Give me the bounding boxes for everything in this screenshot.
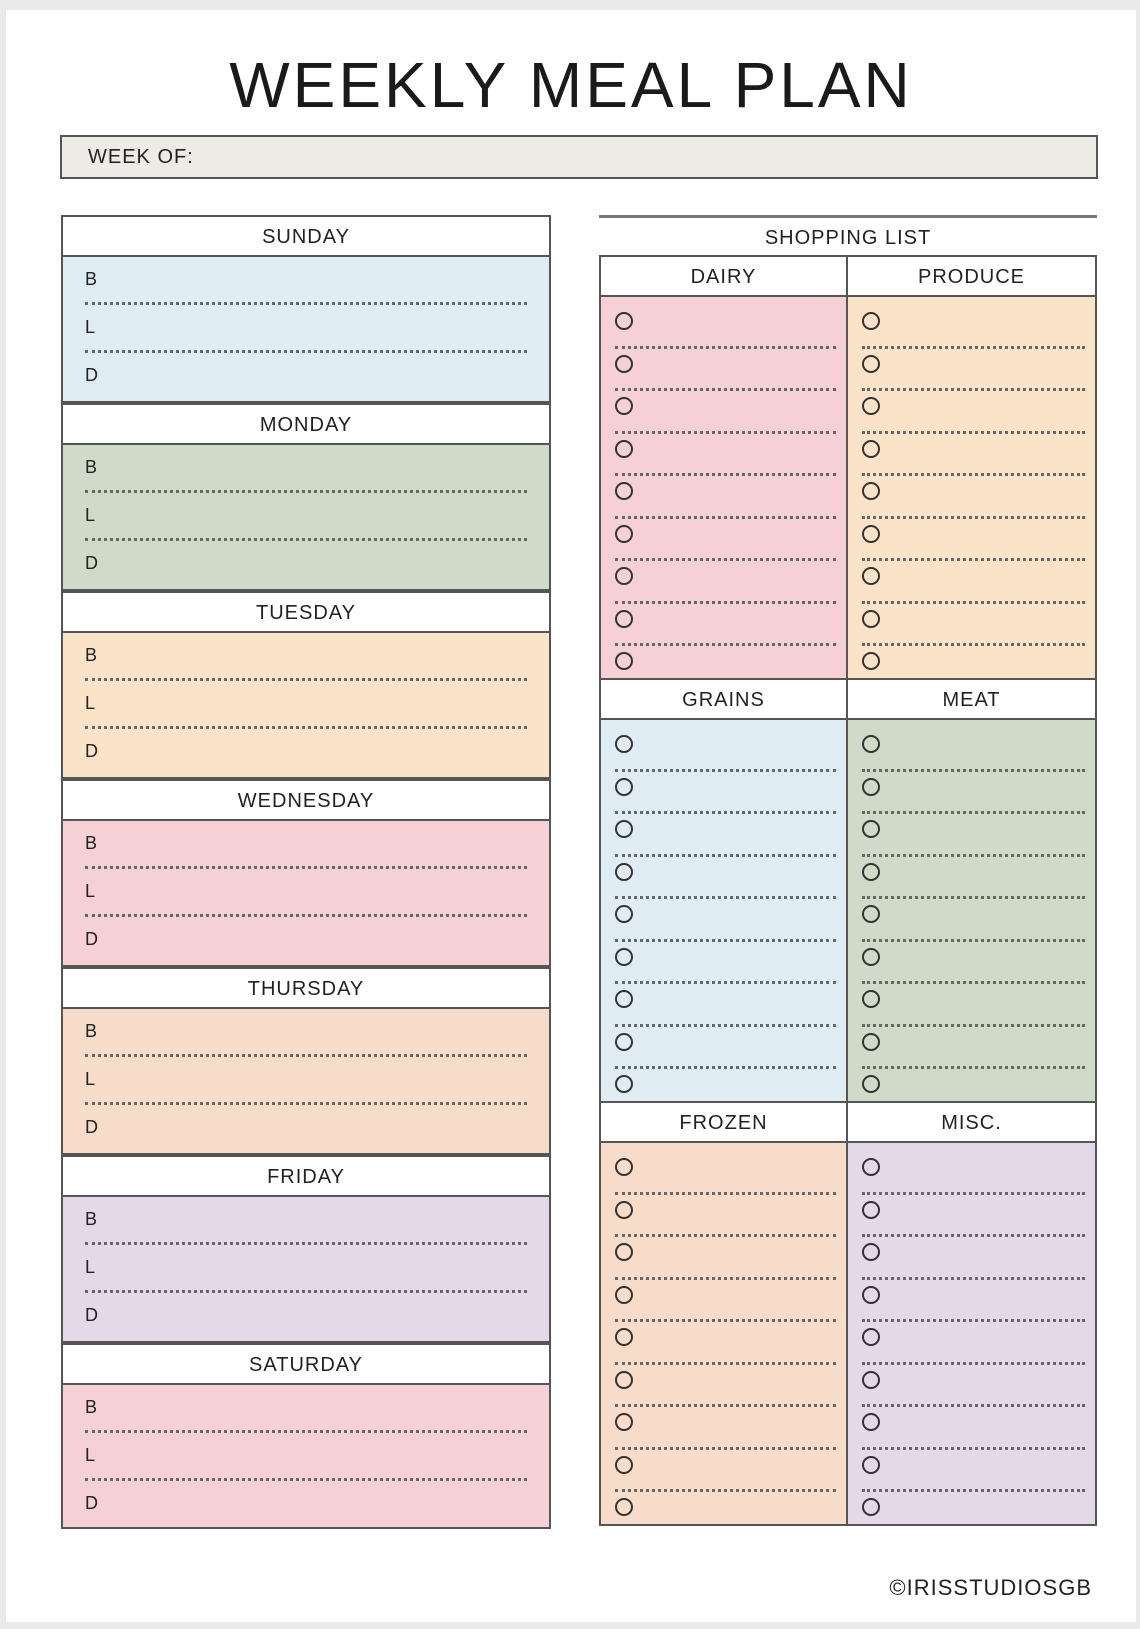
category-header: PRODUCE	[848, 257, 1095, 297]
list-item[interactable]	[862, 814, 1085, 857]
checkbox-circle-icon[interactable]	[862, 863, 880, 881]
checkbox-circle-icon[interactable]	[862, 610, 880, 628]
checkbox-circle-icon[interactable]	[862, 482, 880, 500]
category-items	[848, 720, 1095, 1103]
list-item[interactable]	[862, 306, 1085, 349]
meal-line[interactable]	[85, 257, 527, 305]
list-item[interactable]	[862, 984, 1085, 1027]
list-item[interactable]	[862, 1237, 1085, 1280]
category-items	[848, 1143, 1095, 1524]
meal-line[interactable]	[85, 1197, 527, 1245]
meal-letter: L	[85, 1257, 96, 1277]
category-misc	[848, 1103, 1095, 1524]
checkbox-circle-icon[interactable]	[862, 1456, 880, 1474]
list-item[interactable]	[862, 1069, 1085, 1112]
checkbox-circle-icon[interactable]	[862, 1033, 880, 1051]
list-item[interactable]	[615, 604, 836, 647]
category-items	[601, 297, 846, 680]
meal-letter: B	[85, 457, 98, 477]
checkbox-circle-icon[interactable]	[862, 1286, 880, 1304]
meal-line[interactable]	[85, 305, 527, 353]
meal-letter: L	[85, 1069, 96, 1089]
checkbox-circle-icon[interactable]	[615, 1456, 633, 1474]
checkbox-circle-icon[interactable]	[862, 778, 880, 796]
checkbox-circle-icon[interactable]	[615, 610, 633, 628]
checkbox-circle-icon[interactable]	[615, 440, 633, 458]
meal-letter: B	[85, 1209, 98, 1229]
list-item[interactable]	[615, 1237, 836, 1280]
meal-letter: L	[85, 693, 96, 713]
category-items	[848, 297, 1095, 680]
meal-letter: D	[85, 929, 98, 949]
checkbox-circle-icon[interactable]	[615, 905, 633, 923]
checkbox-circle-icon[interactable]	[615, 482, 633, 500]
list-item[interactable]	[862, 434, 1085, 477]
checkbox-circle-icon[interactable]	[862, 1158, 880, 1176]
checkbox-circle-icon[interactable]	[615, 525, 633, 543]
checkbox-circle-icon[interactable]	[862, 567, 880, 585]
list-item[interactable]	[862, 1322, 1085, 1365]
list-item[interactable]	[862, 772, 1085, 815]
list-item[interactable]	[615, 391, 836, 434]
checkbox-circle-icon[interactable]	[862, 355, 880, 373]
meal-letter: L	[85, 317, 96, 337]
checkbox-circle-icon[interactable]	[615, 990, 633, 1008]
checkbox-circle-icon[interactable]	[615, 1371, 633, 1389]
list-item[interactable]	[862, 561, 1085, 604]
checkbox-circle-icon[interactable]	[862, 905, 880, 923]
day-header: THURSDAY	[61, 967, 551, 1007]
meal-letter: B	[85, 833, 98, 853]
checkbox-circle-icon[interactable]	[615, 1243, 633, 1261]
list-item[interactable]	[615, 1280, 836, 1323]
list-item[interactable]	[615, 434, 836, 477]
checkbox-circle-icon[interactable]	[615, 397, 633, 415]
day-meals	[61, 819, 551, 967]
day-block-wednesday	[61, 779, 551, 967]
meal-line[interactable]	[85, 493, 527, 541]
day-block-thursday	[61, 967, 551, 1155]
day-header: MONDAY	[61, 403, 551, 443]
meal-line[interactable]	[85, 445, 527, 493]
day-block-saturday	[61, 1343, 551, 1529]
day-block-tuesday	[61, 591, 551, 779]
meal-line[interactable]	[85, 1433, 527, 1481]
list-item[interactable]	[615, 349, 836, 392]
checkbox-circle-icon[interactable]	[615, 1498, 633, 1516]
checkbox-circle-icon[interactable]	[862, 1413, 880, 1431]
day-block-friday	[61, 1155, 551, 1343]
shopping-list-grid	[599, 255, 1097, 1526]
list-item[interactable]	[862, 1280, 1085, 1323]
checkbox-circle-icon[interactable]	[615, 735, 633, 753]
list-item[interactable]	[862, 349, 1085, 392]
meal-letter: B	[85, 1397, 98, 1417]
page-title: WEEKLY MEAL PLAN	[229, 49, 913, 121]
list-item[interactable]	[615, 729, 836, 772]
checkbox-circle-icon[interactable]	[615, 1328, 633, 1346]
category-header: DAIRY	[601, 257, 846, 297]
meal-letter: D	[85, 553, 98, 573]
meal-letter: L	[85, 881, 96, 901]
category-header: MEAT	[848, 680, 1095, 720]
list-item[interactable]	[862, 476, 1085, 519]
meal-line[interactable]	[85, 353, 527, 401]
day-meals	[61, 443, 551, 591]
checkbox-circle-icon[interactable]	[862, 525, 880, 543]
category-header: FROZEN	[601, 1103, 846, 1143]
category-dairy	[601, 257, 848, 680]
checkbox-circle-icon[interactable]	[615, 1075, 633, 1093]
list-item[interactable]	[862, 942, 1085, 985]
checkbox-circle-icon[interactable]	[615, 1158, 633, 1176]
list-item[interactable]	[862, 519, 1085, 562]
day-block-sunday	[61, 215, 551, 403]
checkbox-circle-icon[interactable]	[615, 355, 633, 373]
copyright-text: ©IRISSTUDIOSGB	[889, 1575, 1092, 1600]
day-header: TUESDAY	[61, 591, 551, 631]
list-item[interactable]	[862, 899, 1085, 942]
category-header: MISC.	[848, 1103, 1095, 1143]
meal-letter: B	[85, 1021, 98, 1041]
meal-letter: D	[85, 1117, 98, 1137]
checkbox-circle-icon[interactable]	[862, 990, 880, 1008]
checkbox-circle-icon[interactable]	[615, 948, 633, 966]
day-meals	[61, 1007, 551, 1155]
checkbox-circle-icon[interactable]	[862, 1498, 880, 1516]
meal-line[interactable]	[85, 681, 527, 729]
list-item[interactable]	[615, 519, 836, 562]
checkbox-circle-icon[interactable]	[615, 1413, 633, 1431]
checkbox-circle-icon[interactable]	[615, 312, 633, 330]
meal-line[interactable]	[85, 917, 527, 965]
checkbox-circle-icon[interactable]	[862, 652, 880, 670]
category-produce	[848, 257, 1095, 680]
meal-line[interactable]	[85, 1385, 527, 1433]
day-meals	[61, 1383, 551, 1529]
category-items	[601, 1143, 846, 1524]
category-meat	[848, 680, 1095, 1103]
list-item[interactable]	[615, 646, 836, 689]
list-item[interactable]	[862, 1365, 1085, 1408]
checkbox-circle-icon[interactable]	[862, 1243, 880, 1261]
day-header: SATURDAY	[61, 1343, 551, 1383]
checkbox-circle-icon[interactable]	[615, 778, 633, 796]
checkbox-circle-icon[interactable]	[615, 863, 633, 881]
list-item[interactable]	[615, 984, 836, 1027]
checkbox-circle-icon[interactable]	[862, 1201, 880, 1219]
meal-letter: B	[85, 645, 98, 665]
list-item[interactable]	[862, 1492, 1085, 1535]
shopping-list	[599, 215, 1097, 1526]
list-item[interactable]	[615, 1365, 836, 1408]
category-grains	[601, 680, 848, 1103]
list-item[interactable]	[615, 1195, 836, 1238]
category-items	[601, 720, 846, 1103]
checkbox-circle-icon[interactable]	[862, 1328, 880, 1346]
day-meals	[61, 631, 551, 779]
planner-page	[6, 10, 1136, 1622]
list-item[interactable]	[862, 391, 1085, 434]
list-item[interactable]	[615, 1492, 836, 1535]
list-item[interactable]	[862, 729, 1085, 772]
checkbox-circle-icon[interactable]	[862, 440, 880, 458]
checkbox-circle-icon[interactable]	[862, 1371, 880, 1389]
meal-line[interactable]	[85, 1481, 527, 1529]
meal-line[interactable]	[85, 729, 527, 777]
checkbox-circle-icon[interactable]	[862, 397, 880, 415]
meal-letter: L	[85, 1445, 96, 1465]
day-header: FRIDAY	[61, 1155, 551, 1195]
checkbox-circle-icon[interactable]	[615, 1286, 633, 1304]
day-block-monday	[61, 403, 551, 591]
meal-line[interactable]	[85, 1105, 527, 1153]
meal-line[interactable]	[85, 821, 527, 869]
meal-line[interactable]	[85, 541, 527, 589]
category-header: GRAINS	[601, 680, 846, 720]
meal-letter: D	[85, 1493, 98, 1513]
checkbox-circle-icon[interactable]	[862, 735, 880, 753]
list-item[interactable]	[615, 1152, 836, 1195]
list-item[interactable]	[615, 1069, 836, 1112]
meal-letter: D	[85, 1305, 98, 1325]
list-item[interactable]	[615, 814, 836, 857]
day-header: SUNDAY	[61, 215, 551, 255]
list-item[interactable]	[615, 476, 836, 519]
checkbox-circle-icon[interactable]	[862, 1075, 880, 1093]
checkbox-circle-icon[interactable]	[862, 312, 880, 330]
meal-letter: L	[85, 505, 96, 525]
checkbox-circle-icon[interactable]	[615, 567, 633, 585]
meal-line[interactable]	[85, 1057, 527, 1105]
list-item[interactable]	[615, 772, 836, 815]
list-item[interactable]	[862, 646, 1085, 689]
list-item[interactable]	[615, 1450, 836, 1493]
meal-line[interactable]	[85, 1009, 527, 1057]
list-item[interactable]	[615, 306, 836, 349]
day-meals	[61, 255, 551, 403]
list-item[interactable]	[862, 1027, 1085, 1070]
days-column	[61, 215, 551, 1529]
list-item[interactable]	[862, 604, 1085, 647]
week-of-field[interactable]	[60, 135, 1098, 179]
meal-line[interactable]	[85, 1245, 527, 1293]
list-item[interactable]	[615, 561, 836, 604]
list-item[interactable]	[862, 1152, 1085, 1195]
checkbox-circle-icon[interactable]	[615, 652, 633, 670]
list-item[interactable]	[862, 1407, 1085, 1450]
category-frozen	[601, 1103, 848, 1524]
day-meals	[61, 1195, 551, 1343]
list-item[interactable]	[615, 942, 836, 985]
meal-line[interactable]	[85, 869, 527, 917]
meal-letter: D	[85, 741, 98, 761]
list-item[interactable]	[615, 899, 836, 942]
list-item[interactable]	[615, 1322, 836, 1365]
checkbox-circle-icon[interactable]	[615, 1201, 633, 1219]
week-of-label: WEEK OF:	[88, 146, 194, 168]
checkbox-circle-icon[interactable]	[615, 1033, 633, 1051]
checkbox-circle-icon[interactable]	[615, 820, 633, 838]
list-item[interactable]	[862, 1450, 1085, 1493]
list-item[interactable]	[862, 1195, 1085, 1238]
checkbox-circle-icon[interactable]	[862, 948, 880, 966]
meal-line[interactable]	[85, 1293, 527, 1341]
shopping-list-title: SHOPPING LIST	[599, 215, 1097, 255]
checkbox-circle-icon[interactable]	[862, 820, 880, 838]
day-header: WEDNESDAY	[61, 779, 551, 819]
list-item[interactable]	[862, 857, 1085, 900]
meal-line[interactable]	[85, 633, 527, 681]
list-item[interactable]	[615, 1027, 836, 1070]
list-item[interactable]	[615, 1407, 836, 1450]
list-item[interactable]	[615, 857, 836, 900]
meal-letter: D	[85, 365, 98, 385]
meal-letter: B	[85, 269, 98, 289]
